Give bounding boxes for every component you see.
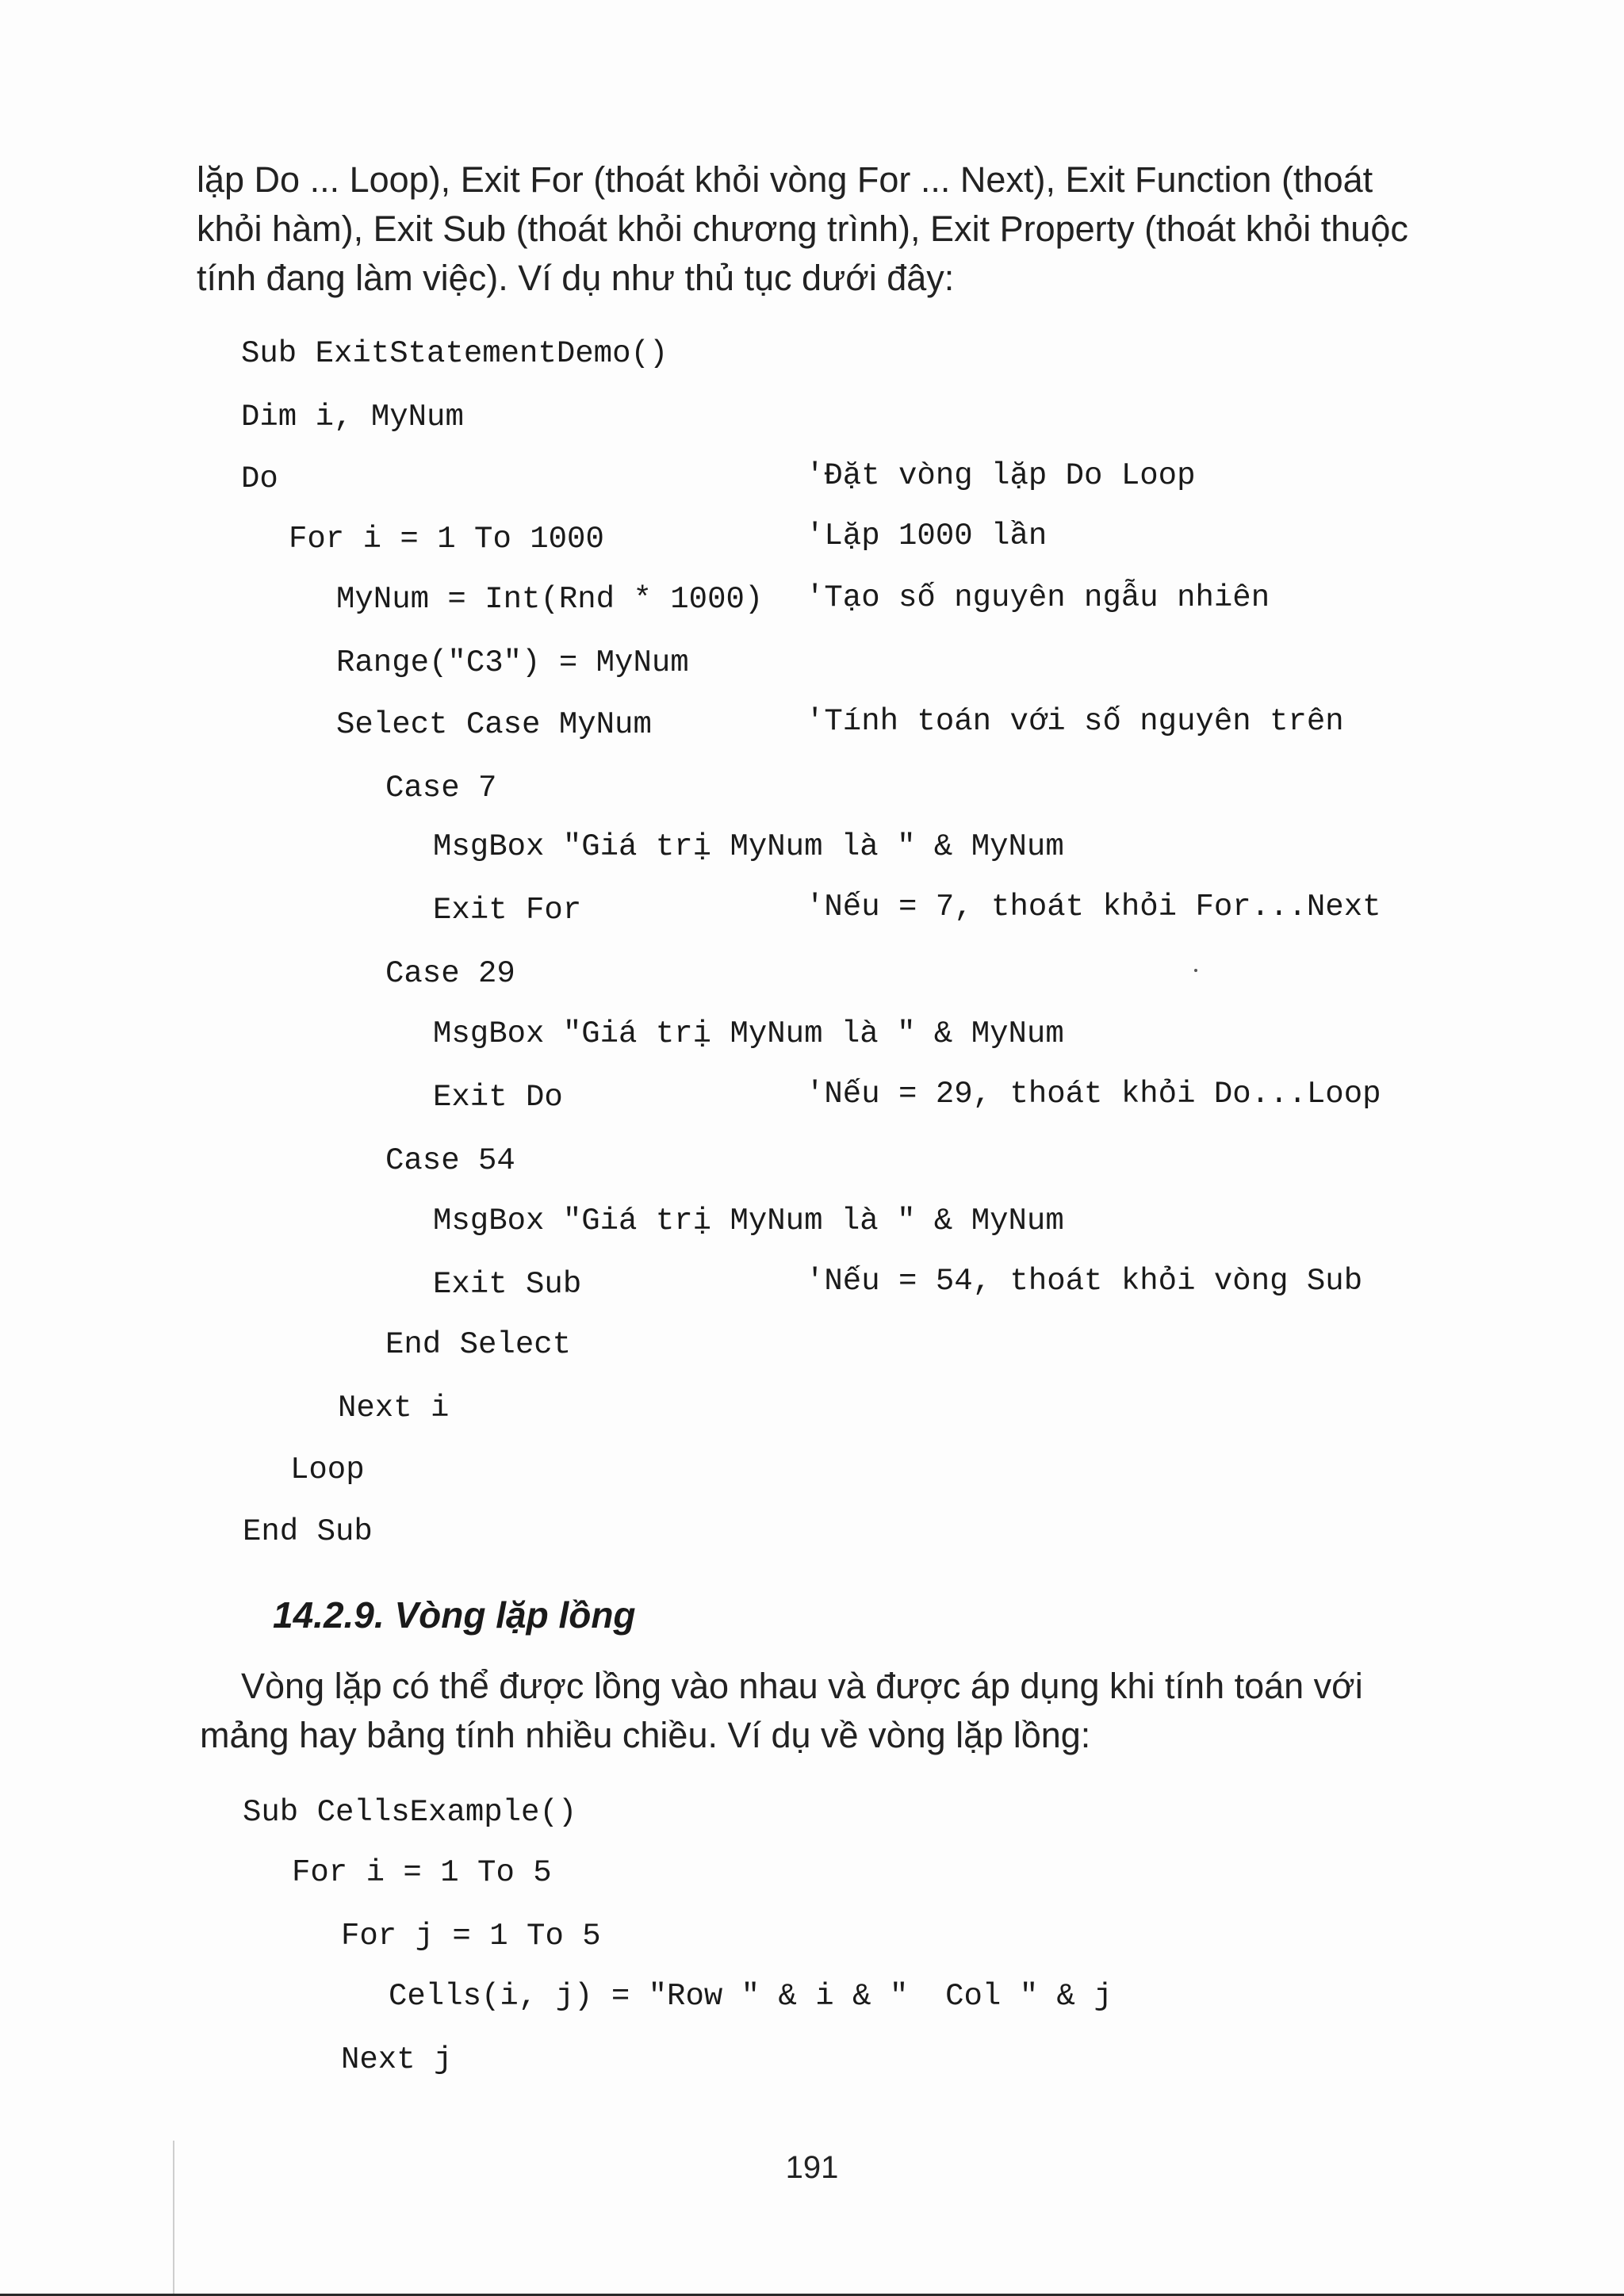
code-line: MsgBox "Giá trị MyNum là " & MyNum bbox=[433, 1203, 1064, 1238]
code-line: Sub CellsExample() bbox=[243, 1795, 577, 1830]
code-line: Exit Do bbox=[433, 1080, 563, 1115]
code-line: MsgBox "Giá trị MyNum là " & MyNum bbox=[433, 1016, 1064, 1051]
code-comment: 'Đặt vòng lặp Do Loop bbox=[806, 458, 1196, 493]
code-comment: 'Tạo số nguyên ngẫu nhiên bbox=[806, 580, 1270, 615]
code-comment: 'Nếu = 29, thoát khỏi Do...Loop bbox=[806, 1077, 1381, 1112]
code-line: For j = 1 To 5 bbox=[341, 1919, 601, 1954]
code-line: Case 7 bbox=[385, 771, 497, 806]
code-comment: 'Lặp 1000 lần bbox=[806, 519, 1048, 553]
code-line: End Select bbox=[385, 1327, 572, 1362]
code-line: Dim i, MyNum bbox=[241, 400, 464, 434]
code-line: End Sub bbox=[243, 1514, 373, 1549]
code-line: Loop bbox=[290, 1452, 365, 1487]
code-comment: 'Tính toán với số nguyên trên bbox=[806, 704, 1344, 739]
code-line: Select Case MyNum bbox=[336, 707, 652, 742]
code-comment: 'Nếu = 7, thoát khỏi For...Next bbox=[806, 890, 1381, 924]
code-line: Next j bbox=[341, 2042, 453, 2077]
page-number: 191 bbox=[785, 2150, 839, 2185]
section-heading: 14.2.9. Vòng lặp lồng bbox=[273, 1594, 636, 1636]
nested-line: Vòng lặp có thể được lồng vào nhau và được áp dụng khi tính toán với bbox=[241, 1666, 1363, 1706]
nested-line: mảng hay bảng tính nhiều chiều. Ví dụ về vòng lặp lồng: bbox=[200, 1715, 1091, 1755]
scan-edge-mark bbox=[173, 2141, 174, 2296]
code-line: MyNum = Int(Rnd * 1000) bbox=[336, 582, 764, 617]
code-line: For i = 1 To 5 bbox=[292, 1855, 552, 1890]
code-line: Exit For bbox=[433, 893, 582, 928]
code-line: Cells(i, j) = "Row " & i & " Col " & j bbox=[389, 1979, 1113, 2014]
code-line: MsgBox "Giá trị MyNum là " & MyNum bbox=[433, 829, 1064, 864]
code-line: For i = 1 To 1000 bbox=[289, 522, 604, 557]
intro-line: lặp Do ... Loop), Exit For (thoát khỏi vòng For ... Next), Exit Function (thoát bbox=[197, 159, 1373, 200]
code-line: Next i bbox=[338, 1391, 450, 1425]
intro-line: tính đang làm việc). Ví dụ như thủ tục dưới đây: bbox=[197, 258, 955, 298]
code-line: Sub ExitStatementDemo() bbox=[241, 336, 668, 371]
intro-line: khỏi hàm), Exit Sub (thoát khỏi chương trình), Exit Property (thoát khỏi thuộc bbox=[197, 209, 1408, 249]
code-line: Exit Sub bbox=[433, 1267, 582, 1302]
nested-paragraph bbox=[200, 1662, 1478, 1760]
code-comment: 'Nếu = 54, thoát khỏi vòng Sub bbox=[806, 1264, 1363, 1299]
scan-speck bbox=[1194, 969, 1197, 972]
code-line: Range("C3") = MyNum bbox=[336, 645, 689, 680]
code-line: Do bbox=[241, 461, 278, 496]
intro-paragraph bbox=[197, 155, 1450, 303]
code-line: Case 54 bbox=[385, 1143, 515, 1178]
code-line: Case 29 bbox=[385, 956, 515, 991]
